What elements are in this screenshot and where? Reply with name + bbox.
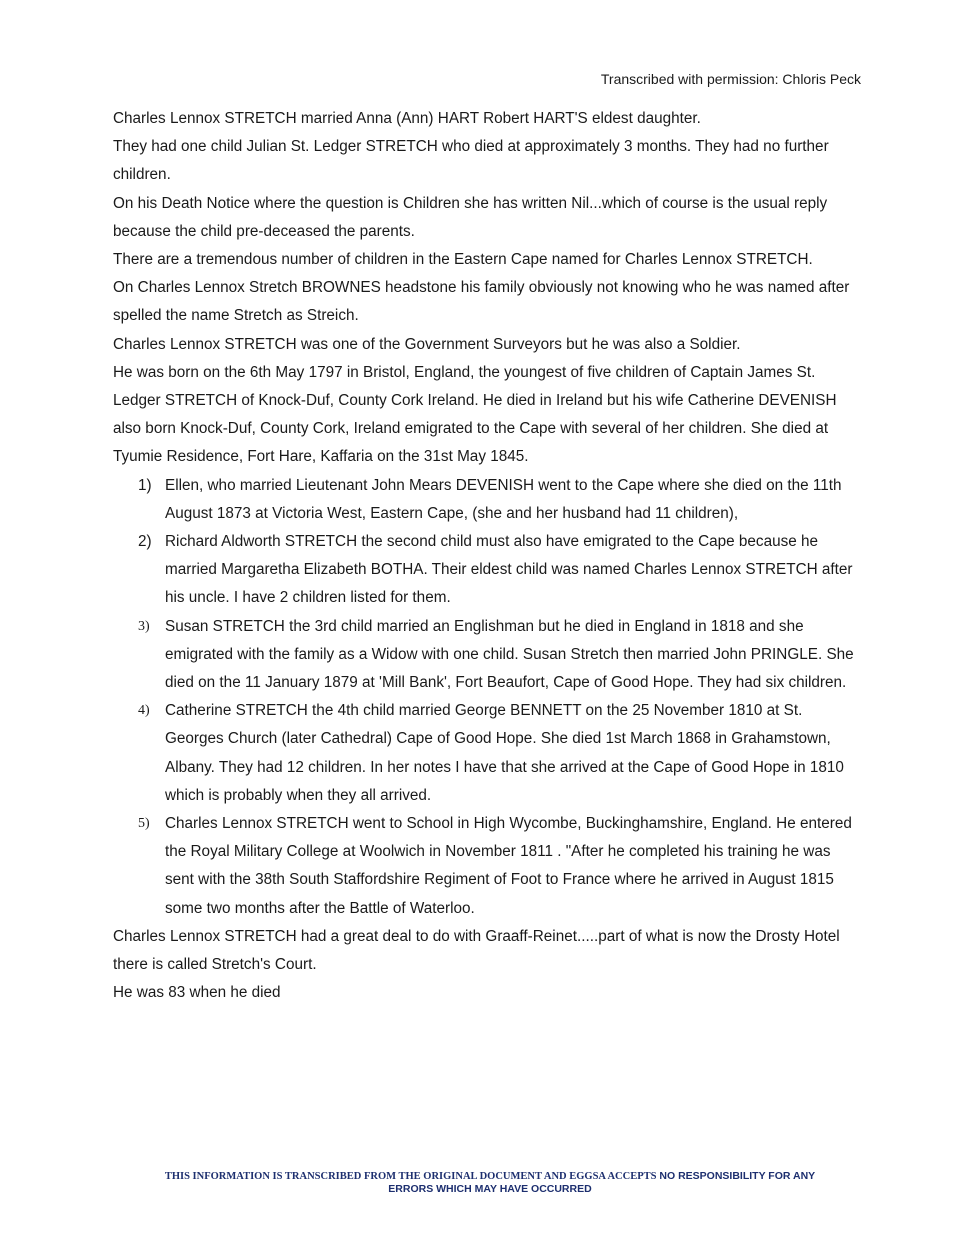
paragraph-marriage: Charles Lennox STRETCH married Anna (Ann) HART Robert HART'S eldest daughter. — [113, 110, 701, 127]
paragraph-occupation: Charles Lennox STRETCH was one of the Government Surveyors but he was also a Soldier. — [113, 335, 741, 353]
list-item-number: 3) — [138, 618, 150, 634]
footer-disclaimer — [100, 1170, 880, 1196]
paragraph-graaff-reinet: Charles Lennox STRETCH had a great deal to do with Graaff-Reinet.....part of what is now the Drosty Hotel there is called Stretch's Court. — [113, 927, 840, 974]
list-item-text: Susan STRETCH the 3rd child married an Englishman but he died in England in 1818 and she emigrated with the family as a Widow with one child. Susan Stretch then married John PRINGLE. She died on the 11 January 1879 at 'Mill Bank', Fort Beaufort, Cape of Good Hope. They had six children. — [165, 617, 854, 692]
list-item-number: 2) — [138, 533, 152, 551]
paragraph-headstone: On Charles Lennox Stretch BROWNES headstone his family obviously not knowing who he was named after spelled the name Stretch as Streich. — [113, 279, 850, 325]
list-item-number: 4) — [138, 703, 150, 719]
list-item-text: Ellen, who married Lieutenant John Mears DEVENISH went to the Cape where she died on the 11th August 1873 at Victoria West, Eastern Cape, (she and her husband had 11 children), — [165, 476, 842, 522]
list-item — [113, 697, 863, 810]
paragraph-age-at-death: He was 83 when he died — [113, 984, 281, 1002]
list-item — [113, 528, 863, 613]
list-item-text: Catherine STRETCH the 4th child married George BENNETT on the 25 November 1810 at St. Georges Church (later Cathedral) Cape of Good Hope. She died 1st March 1868 in Grahamstown, Albany. They had 12 children. In her notes I have that she arrived at the Cape of Good Hope in 1810 which is probably when they all arrived. — [165, 702, 844, 804]
list-item-text: Charles Lennox STRETCH went to School in High Wycombe, Buckinghamshire, England. He entered the Royal Military College at Woolwich in November 1811 . "After he completed his training he was sent with the 38th South Staffordshire Regiment of Foot to France where he arrived in August 1815 some two months after the Battle of Waterloo. — [165, 815, 852, 917]
list-item-text: Richard Aldworth STRETCH the second child must also have emigrated to the Cape because he married Margaretha Elizabeth BOTHA. Their eldest child was named Charles Lennox STRETCH after his uncle. I have 2 children listed for them. — [165, 533, 853, 607]
attribution-note: Transcribed with permission: Chloris Peck — [600, 71, 861, 87]
footer-disclaimer-part2: NO RESPONSIBILITY FOR ANY — [656, 1170, 816, 1182]
paragraph-namesakes: There are a tremendous number of children in the Eastern Cape named for Charles Lennox STRETCH. — [113, 251, 813, 269]
document-body — [113, 105, 863, 1008]
footer-line-2: ERRORS WHICH MAY HAVE OCCURRED — [388, 1183, 592, 1195]
list-item — [113, 613, 863, 698]
list-item-number: 5) — [138, 816, 150, 832]
list-item-number: 1) — [138, 476, 152, 494]
list-item — [113, 810, 863, 923]
paragraph-birth: He was born on the 6th May 1797 in Bristol, England, the youngest of five children of Captain James St. Ledger STRETCH of Knock-Duf, County Cork Ireland. He died in Ireland but his wife Catherine DEVENISH also born Knock-Duf, County Cork, Ireland emigrated to the Cape with several of her children. She died at Tyumie Residence, Fort Hare, Kaffaria on the 31st May 1845. — [113, 363, 837, 466]
footer-disclaimer-part1: THIS INFORMATION IS TRANSCRIBED FROM THE ORIGINAL DOCUMENT AND EGGSA ACCEPTS — [164, 1171, 657, 1182]
list-item — [113, 472, 863, 528]
children-list — [113, 472, 863, 923]
footer-line-1 — [100, 1170, 880, 1183]
paragraph-death-notice: On his Death Notice where the question is Children she has written Nil...which of course is the usual reply because the child pre-deceased the parents. — [113, 194, 828, 240]
paragraph-child: They had one child Julian St. Ledger STRETCH who died at approximately 3 months. They had no further children. — [113, 138, 829, 184]
